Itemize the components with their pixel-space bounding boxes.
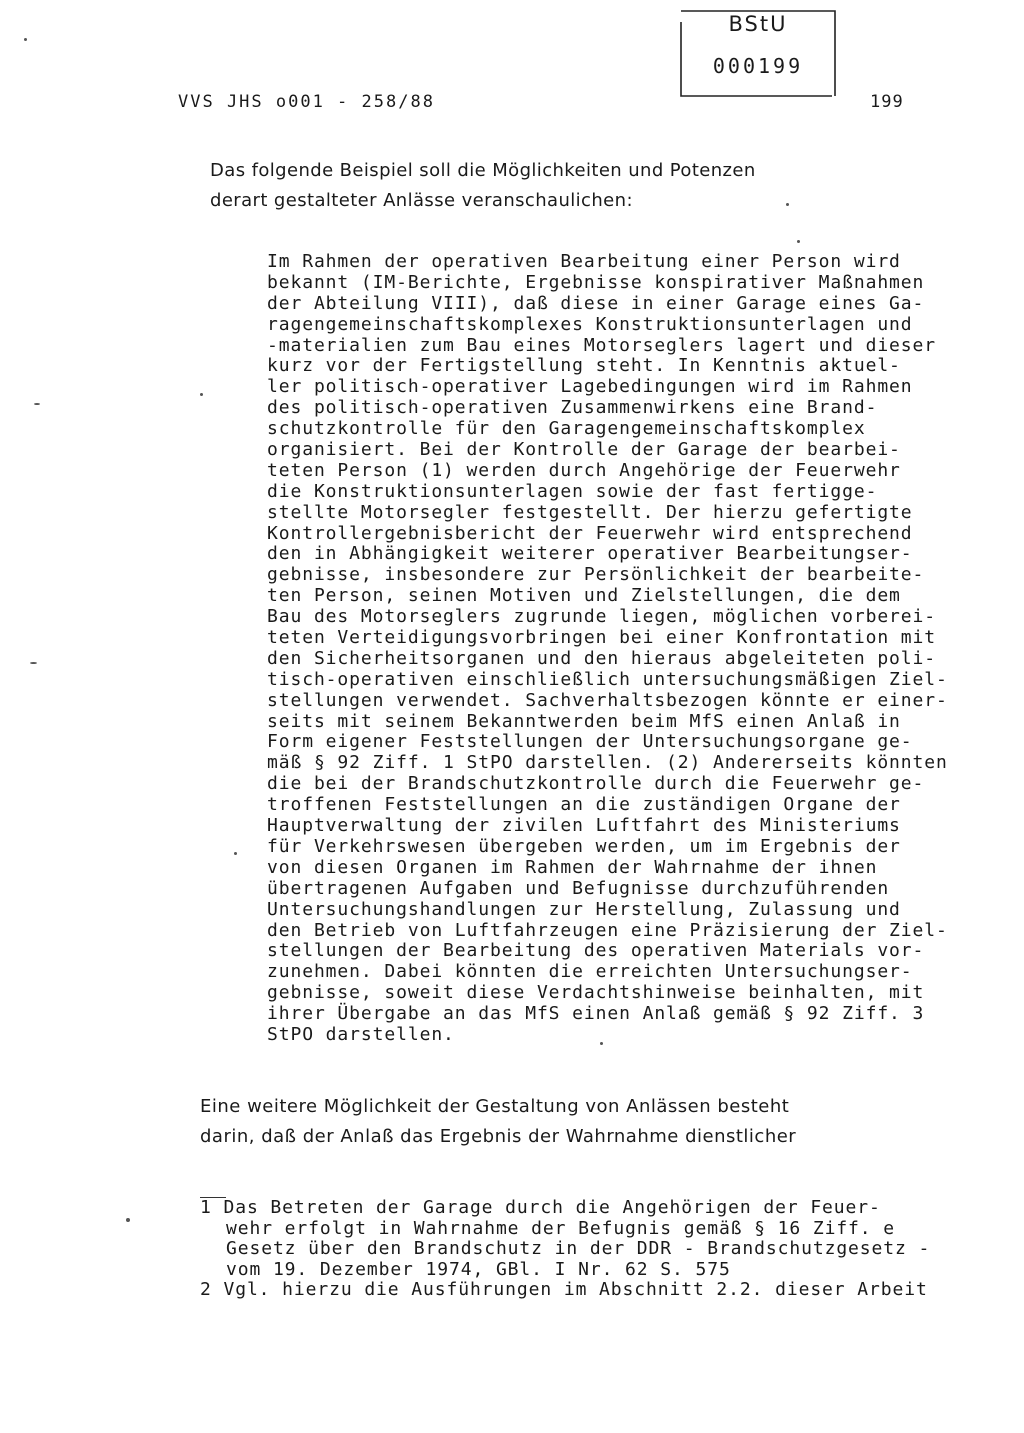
footnote-continuation: wehr erfolgt in Wahrnahme der Befugnis gemäß § 16 Ziff. e (226, 1217, 896, 1239)
text-line: den Betrieb von Luftfahrzeugen eine Präzisierung der Ziel- (267, 919, 948, 941)
scan-speck (200, 393, 203, 396)
text-line: die bei der Brandschutzkontrolle durch die Feuerwehr ge- (267, 773, 925, 795)
text-line: zunehmen. Dabei könnten die erreichten Untersuchungser- (267, 961, 913, 983)
scan-speck (600, 1042, 603, 1045)
text-line: der Abteilung VIII), daß diese in einer Garage eines Ga- (267, 292, 925, 314)
document-reference: VVS JHS o001 - 258/88 (178, 92, 435, 112)
text-line: für Verkehrswesen übergeben werden, um im Ergebnis der (267, 835, 901, 857)
example-block (267, 252, 987, 1046)
text-line: bekannt (IM-Berichte, Ergebnisse konspirativer Maßnahmen (267, 271, 925, 293)
text-line: tisch-operativen einschließlich untersuchungsmäßigen Ziel- (267, 668, 948, 690)
text-line: ten Person, seinen Motiven und Zielstellungen, die dem (267, 585, 901, 607)
text-line: teten Person (1) werden durch Angehörige der Feuerwehr (267, 459, 901, 481)
footnotes (200, 1198, 990, 1301)
text-line: Das folgende Beispiel soll die Möglichkeiten und Potenzen (210, 160, 756, 181)
footnote-line: 2 Vgl. hierzu die Ausführungen im Abschnitt 2.2. dieser Arbeit (200, 1279, 928, 1300)
text-line: stellungen verwendet. Sachverhaltsbezogen könnte er einer- (267, 689, 948, 711)
scan-speck (126, 1218, 130, 1222)
footnote-line: 1 Das Betreten der Garage durch die Angehörigen der Feuer- (200, 1197, 881, 1218)
scan-speck (24, 38, 27, 41)
text-line: ler politisch-operativer Lagebedingungen wird im Rahmen (267, 376, 913, 398)
text-line: Kontrollergebnisbericht der Feuerwehr wird entsprechend (267, 522, 913, 544)
text-line: Untersuchungshandlungen zur Herstellung, Zulassung und (267, 898, 901, 920)
text-line: stellungen der Bearbeitung des operativen Materials vor- (267, 940, 925, 962)
text-line: des politisch-operativen Zusammenwirkens eine Brand- (267, 397, 878, 419)
text-line: -materialien zum Bau eines Motorseglers lagert und dieser (267, 334, 937, 356)
footnote-continuation: Gesetz über den Brandschutz in der DDR - Brandschutzgesetz - (226, 1238, 931, 1259)
scan-speck (234, 852, 237, 855)
text-line: gebnisse, insbesondere zur Persönlichkeit der bearbeite- (267, 564, 925, 586)
text-line: von diesen Organen im Rahmen der Wahrnahme der ihnen (267, 856, 878, 878)
text-line: ihrer Übergabe an das MfS einen Anlaß gemäß § 92 Ziff. 3 (267, 1003, 925, 1025)
text-line: ragengemeinschaftskomplexes Konstruktionsunterlagen und (267, 313, 913, 335)
page-number: 199 (870, 92, 904, 112)
text-line: troffenen Feststellungen an die zuständigen Organe der (267, 794, 901, 816)
text-line: Bau des Motorseglers zugrunde liegen, möglichen vorberei- (267, 606, 937, 628)
scan-speck (34, 403, 40, 405)
text-line: schutzkontrolle für den Garagengemeinschaftskomplex (267, 418, 866, 440)
text-line: kurz vor der Fertigstellung steht. In Kenntnis aktuel- (267, 355, 901, 377)
text-line: den in Abhängigkeit weiterer operativer Bearbeitungser- (267, 543, 913, 565)
text-line: teten Verteidigungsvorbringen bei einer Konfrontation mit (267, 627, 937, 649)
archive-stamp (678, 8, 838, 102)
scan-speck (786, 203, 789, 206)
intro-paragraph (210, 156, 970, 216)
text-line: den Sicherheitsorganen und den hieraus abgeleiteten poli- (267, 647, 937, 669)
text-line: StPO darstellen. (267, 1023, 455, 1045)
text-line: organisiert. Bei der Kontrolle der Garage der bearbei- (267, 439, 901, 461)
text-line: darin, daß der Anlaß das Ergebnis der Wahrnahme dienstlicher (200, 1126, 797, 1147)
scan-speck (30, 662, 37, 664)
text-line: stellte Motorsegler festgestellt. Der hierzu gefertigte (267, 501, 913, 523)
text-line: die Konstruktionsunterlagen sowie der fast fertigge- (267, 480, 878, 502)
scan-speck (797, 240, 800, 243)
text-line: seits mit seinem Bekanntwerden beim MfS einen Anlaß in (267, 710, 901, 732)
text-line: Im Rahmen der operativen Bearbeitung einer Person wird (267, 251, 901, 272)
text-line: mäß § 92 Ziff. 1 StPO darstellen. (2) Andererseits könnten (267, 752, 948, 774)
stamp-number: 000199 (712, 54, 804, 78)
text-line: Hauptverwaltung der zivilen Luftfahrt des Ministeriums (267, 815, 901, 837)
text-line: Form eigener Feststellungen der Untersuchungsorgane ge- (267, 731, 913, 753)
text-line: derart gestalteter Anlässe veranschaulichen: (210, 190, 633, 211)
text-line: Eine weitere Möglichkeit der Gestaltung von Anlässen besteht (200, 1096, 790, 1117)
stamp-agency: BStU (728, 12, 788, 36)
footnote-continuation: vom 19. Dezember 1974, GBl. I Nr. 62 S. 575 (226, 1258, 731, 1280)
text-line: gebnisse, soweit diese Verdachtshinweise beinhalten, mit (267, 982, 925, 1004)
text-line: übertragenen Aufgaben und Befugnisse durchzuführenden (267, 877, 890, 899)
outro-paragraph (200, 1092, 980, 1152)
